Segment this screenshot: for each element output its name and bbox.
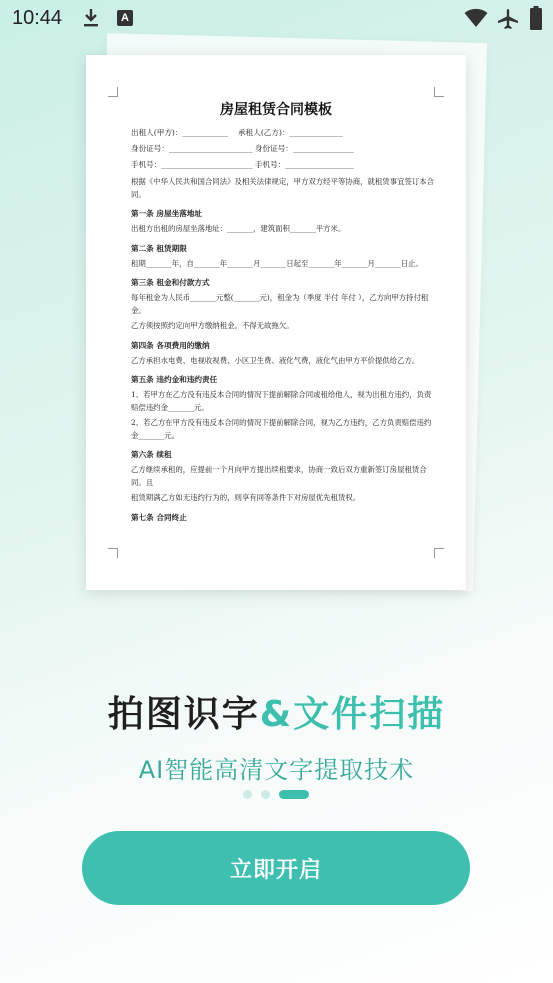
document-section-heading: 第七条 合同终止 [131, 512, 187, 522]
document-field: 身份证号：______________________ 身份证号：________________ [131, 144, 354, 153]
document-section-heading: 第五条 违约金和违约责任 [131, 375, 218, 384]
document-section-heading: 第三条 租金和付款方式 [131, 278, 210, 287]
document-section-heading: 第四条 各项费用的缴纳 [131, 340, 210, 350]
document-intro: 根据《中华人民共和国合同法》及相关法律规定，甲方双方经平等协商，就租赁事宜签订本合同。 [131, 177, 435, 199]
document-paragraph: 租期_______年，自_______年_______月_______日起至_______年_______月_______日止。 [131, 258, 423, 268]
a-notification-icon: A [117, 10, 133, 26]
document-paragraph: 乙方继续承租的，应提前一个月向甲方提出续租要求，协商一致后双方重新签订房屋租赁合同。且 [131, 465, 427, 487]
document-body [131, 125, 436, 524]
document-paragraph: 乙方承担水电费、电视收视费、小区卫生费、液化气费，液化气由甲方平价提供给乙方。 [131, 355, 420, 365]
document-preview [86, 55, 466, 590]
battery-icon [530, 6, 542, 34]
page-dot [261, 790, 270, 799]
document-paragraph: 2、若乙方在甲方没有违反本合同的情况下提前解除合同，视为乙方违约，乙方负责赔偿违约金_______元。 [131, 418, 432, 440]
document-paragraph: 乙方须按照约定向甲方缴纳租金。不得无故拖欠。 [131, 321, 294, 330]
crop-corner-top-left [108, 87, 118, 97]
document-paragraph: 租赁期满乙方如无违约行为的，则享有同等条件下对房屋优先租赁权。 [131, 493, 361, 502]
page-dot-active [279, 790, 309, 799]
status-bar [0, 0, 553, 38]
page-dot [243, 790, 252, 799]
headline-part-1: 拍图识字 [107, 694, 260, 735]
crop-corner-bottom-left [108, 548, 118, 558]
document-section-heading: 第二条 租赁期限 [131, 243, 187, 253]
document-paragraph: 出租方出租的房屋坐落地址：_______，建筑面积_______平方米。 [131, 224, 346, 233]
document-field: 出租人(甲方)：____________ 承租人(乙方)：______________ [131, 128, 343, 137]
wifi-icon [464, 8, 488, 32]
crop-corner-bottom-right [434, 548, 444, 558]
headline [0, 686, 553, 737]
document-title: 房屋租赁合同模板 [220, 102, 332, 118]
status-time: 10:44 [12, 7, 63, 29]
subtitle: AI智能高清文字提取技术 [138, 756, 415, 784]
document-section-heading: 第六条 续租 [131, 450, 172, 459]
document-paragraph: 1、若甲方在乙方没有违反本合同的情况下提前解除合同或租给他人，视为出租方违约，负责赔偿违约金_______元。 [131, 390, 432, 412]
document-sections [131, 208, 436, 524]
document-section-heading: 第一条 房屋坐落地址 [131, 209, 202, 218]
download-icon [82, 8, 100, 32]
start-button[interactable]: 立即开启 [82, 831, 470, 905]
crop-corner-top-right [434, 87, 444, 97]
airplane-icon [497, 8, 519, 34]
document-field: 手机号：________________________ 手机号：__________________ [131, 160, 354, 169]
headline-part-2: &文件扫描 [259, 694, 446, 735]
document-paragraph: 每年租金为人民币_______元整(_______元)，租金为（季度 半付 年付 ），乙方向甲方持付租金。 [131, 293, 429, 315]
